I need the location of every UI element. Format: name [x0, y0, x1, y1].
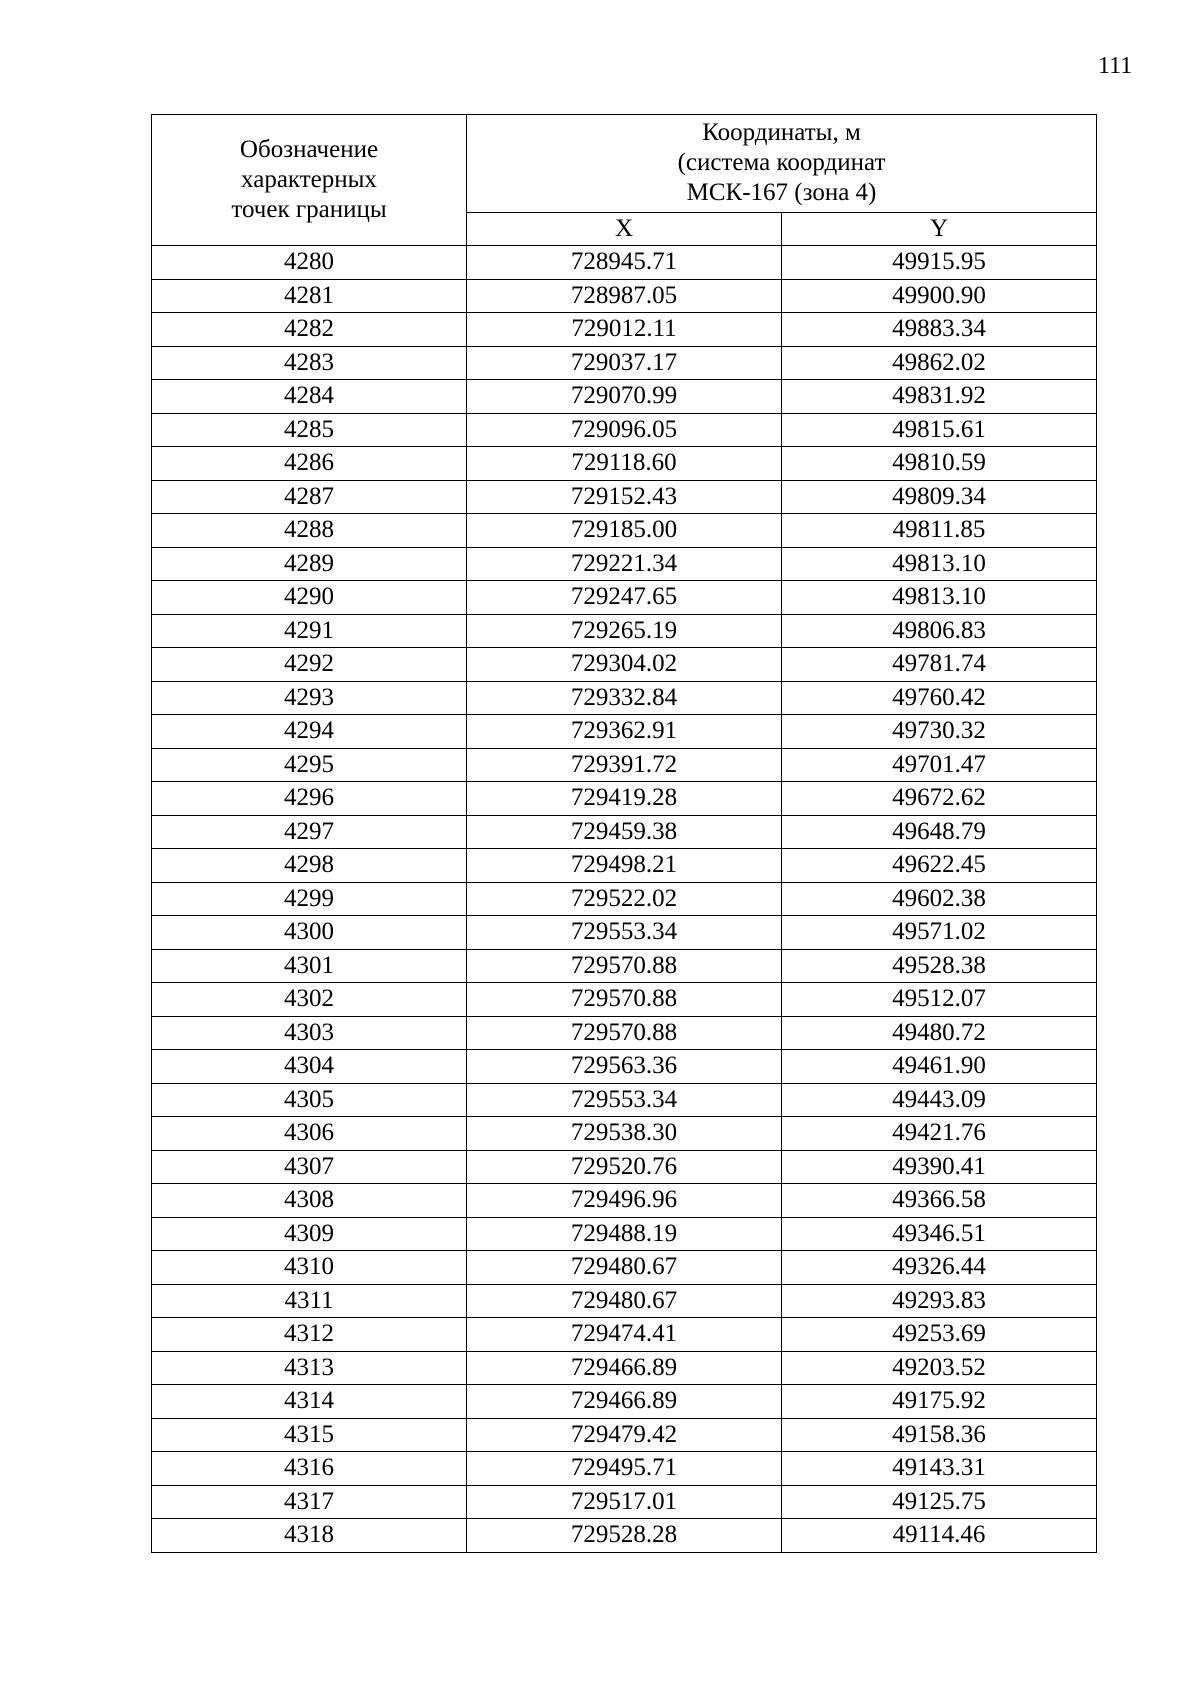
point-cell: 4303	[152, 1016, 467, 1050]
x-coordinate-cell: 729247.65	[467, 581, 782, 615]
table-row	[152, 882, 1097, 916]
x-coordinate-cell: 729474.41	[467, 1318, 782, 1352]
table-row	[152, 983, 1097, 1017]
x-coordinate-cell: 729118.60	[467, 447, 782, 481]
table-row	[152, 1016, 1097, 1050]
y-coordinate-cell: 49528.38	[782, 949, 1097, 983]
table-row	[152, 815, 1097, 849]
point-cell: 4309	[152, 1217, 467, 1251]
table-row	[152, 782, 1097, 816]
x-coordinate-cell: 729570.88	[467, 1016, 782, 1050]
table-row	[152, 1217, 1097, 1251]
y-coordinate-cell: 49701.47	[782, 748, 1097, 782]
x-coordinate-cell: 728987.05	[467, 279, 782, 313]
x-coordinate-cell: 729528.28	[467, 1519, 782, 1553]
x-coordinate-cell: 729096.05	[467, 413, 782, 447]
table-row	[152, 1050, 1097, 1084]
table-row	[152, 1452, 1097, 1486]
coordinates-header-line: (система координат	[677, 149, 886, 177]
point-cell: 4298	[152, 849, 467, 883]
table-row	[152, 313, 1097, 347]
table-row	[152, 849, 1097, 883]
table-row	[152, 614, 1097, 648]
point-cell: 4289	[152, 547, 467, 581]
point-cell: 4302	[152, 983, 467, 1017]
x-coordinate-cell: 729498.21	[467, 849, 782, 883]
point-cell: 4313	[152, 1351, 467, 1385]
point-cell: 4304	[152, 1050, 467, 1084]
x-coordinate-cell: 729495.71	[467, 1452, 782, 1486]
coordinates-header	[467, 115, 1097, 213]
x-coordinate-cell: 729419.28	[467, 782, 782, 816]
table-row	[152, 1318, 1097, 1352]
table-row	[152, 1284, 1097, 1318]
table-row	[152, 279, 1097, 313]
y-coordinate-cell: 49883.34	[782, 313, 1097, 347]
y-coordinate-cell: 49831.92	[782, 380, 1097, 414]
coordinates-header-line: Координаты, м	[702, 119, 861, 147]
x-coordinate-cell: 729553.34	[467, 916, 782, 950]
table-row	[152, 447, 1097, 481]
x-coordinate-cell: 729517.01	[467, 1485, 782, 1519]
x-coordinate-cell: 729496.96	[467, 1184, 782, 1218]
table-row	[152, 346, 1097, 380]
x-coordinate-cell: 729466.89	[467, 1351, 782, 1385]
y-coordinate-cell: 49125.75	[782, 1485, 1097, 1519]
x-coordinate-cell: 729185.00	[467, 514, 782, 548]
coordinates-header-line: МСК-167 (зона 4)	[686, 179, 877, 207]
x-coordinate-cell: 729563.36	[467, 1050, 782, 1084]
x-coordinate-cell: 729480.67	[467, 1284, 782, 1318]
point-cell: 4316	[152, 1452, 467, 1486]
y-coordinate-cell: 49760.42	[782, 681, 1097, 715]
y-coordinate-cell: 49571.02	[782, 916, 1097, 950]
table-row	[152, 1150, 1097, 1184]
x-coordinate-cell: 729221.34	[467, 547, 782, 581]
y-coordinate-cell: 49781.74	[782, 648, 1097, 682]
x-coordinate-cell: 729522.02	[467, 882, 782, 916]
x-coordinate-cell: 729152.43	[467, 480, 782, 514]
y-coordinate-cell: 49480.72	[782, 1016, 1097, 1050]
point-cell: 4311	[152, 1284, 467, 1318]
table-row	[152, 547, 1097, 581]
point-cell: 4286	[152, 447, 467, 481]
point-cell: 4306	[152, 1117, 467, 1151]
point-cell: 4284	[152, 380, 467, 414]
table-row	[152, 1251, 1097, 1285]
point-cell: 4287	[152, 480, 467, 514]
y-coordinate-cell: 49114.46	[782, 1519, 1097, 1553]
y-coordinate-cell: 49915.95	[782, 246, 1097, 280]
table-row	[152, 648, 1097, 682]
point-cell: 4315	[152, 1418, 467, 1452]
x-coordinate-cell: 729570.88	[467, 983, 782, 1017]
x-coordinate-cell: 729520.76	[467, 1150, 782, 1184]
point-cell: 4294	[152, 715, 467, 749]
table-row	[152, 1083, 1097, 1117]
y-column-header: Y	[782, 212, 1097, 245]
y-coordinate-cell: 49813.10	[782, 581, 1097, 615]
table-row	[152, 581, 1097, 615]
point-cell: 4314	[152, 1385, 467, 1419]
point-cell: 4305	[152, 1083, 467, 1117]
table-row	[152, 748, 1097, 782]
y-coordinate-cell: 49811.85	[782, 514, 1097, 548]
y-coordinate-cell: 49253.69	[782, 1318, 1097, 1352]
y-coordinate-cell: 49326.44	[782, 1251, 1097, 1285]
point-cell: 4281	[152, 279, 467, 313]
y-coordinate-cell: 49813.10	[782, 547, 1097, 581]
point-cell: 4317	[152, 1485, 467, 1519]
y-coordinate-cell: 49346.51	[782, 1217, 1097, 1251]
y-coordinate-cell: 49810.59	[782, 447, 1097, 481]
x-column-header: X	[467, 212, 782, 245]
table-row	[152, 916, 1097, 950]
y-coordinate-cell: 49443.09	[782, 1083, 1097, 1117]
table-row	[152, 1418, 1097, 1452]
table-row	[152, 1351, 1097, 1385]
y-coordinate-cell: 49421.76	[782, 1117, 1097, 1151]
x-coordinate-cell: 729553.34	[467, 1083, 782, 1117]
point-cell: 4297	[152, 815, 467, 849]
table-row	[152, 1385, 1097, 1419]
x-coordinate-cell: 729480.67	[467, 1251, 782, 1285]
coordinates-table	[151, 114, 1097, 1553]
y-coordinate-cell: 49602.38	[782, 882, 1097, 916]
point-cell: 4288	[152, 514, 467, 548]
x-coordinate-cell: 729466.89	[467, 1385, 782, 1419]
page-number: 111	[1098, 53, 1133, 79]
point-cell: 4310	[152, 1251, 467, 1285]
y-coordinate-cell: 49390.41	[782, 1150, 1097, 1184]
designation-header-line: Обозначение	[239, 136, 379, 163]
y-coordinate-cell: 49809.34	[782, 480, 1097, 514]
table-body	[152, 246, 1097, 1553]
table-row	[152, 1117, 1097, 1151]
point-cell: 4301	[152, 949, 467, 983]
header-row-main	[152, 115, 1097, 213]
x-coordinate-cell: 729070.99	[467, 380, 782, 414]
y-coordinate-cell: 49293.83	[782, 1284, 1097, 1318]
designation-header-line: точек границы	[231, 196, 387, 223]
point-cell: 4307	[152, 1150, 467, 1184]
y-coordinate-cell: 49622.45	[782, 849, 1097, 883]
point-cell: 4308	[152, 1184, 467, 1218]
y-coordinate-cell: 49862.02	[782, 346, 1097, 380]
y-coordinate-cell: 49512.07	[782, 983, 1097, 1017]
table-row	[152, 1184, 1097, 1218]
table-row	[152, 1485, 1097, 1519]
y-coordinate-cell: 49203.52	[782, 1351, 1097, 1385]
y-coordinate-cell: 49806.83	[782, 614, 1097, 648]
y-coordinate-cell: 49815.61	[782, 413, 1097, 447]
y-coordinate-cell: 49143.31	[782, 1452, 1097, 1486]
table-row	[152, 715, 1097, 749]
table-row	[152, 380, 1097, 414]
point-cell: 4290	[152, 581, 467, 615]
x-coordinate-cell: 729479.42	[467, 1418, 782, 1452]
point-cell: 4296	[152, 782, 467, 816]
x-coordinate-cell: 729488.19	[467, 1217, 782, 1251]
point-cell: 4300	[152, 916, 467, 950]
point-cell: 4285	[152, 413, 467, 447]
point-cell: 4318	[152, 1519, 467, 1553]
table-row	[152, 413, 1097, 447]
table-row	[152, 514, 1097, 548]
y-coordinate-cell: 49900.90	[782, 279, 1097, 313]
point-cell: 4299	[152, 882, 467, 916]
x-coordinate-cell: 729538.30	[467, 1117, 782, 1151]
y-coordinate-cell: 49175.92	[782, 1385, 1097, 1419]
designation-header	[152, 115, 467, 246]
point-cell: 4312	[152, 1318, 467, 1352]
x-coordinate-cell: 729459.38	[467, 815, 782, 849]
x-coordinate-cell: 728945.71	[467, 246, 782, 280]
y-coordinate-cell: 49648.79	[782, 815, 1097, 849]
x-coordinate-cell: 729265.19	[467, 614, 782, 648]
table-row	[152, 1519, 1097, 1553]
table-row	[152, 949, 1097, 983]
point-cell: 4282	[152, 313, 467, 347]
x-coordinate-cell: 729362.91	[467, 715, 782, 749]
x-coordinate-cell: 729304.02	[467, 648, 782, 682]
table-row	[152, 681, 1097, 715]
table-row	[152, 480, 1097, 514]
point-cell: 4291	[152, 614, 467, 648]
table-header	[152, 115, 1097, 246]
y-coordinate-cell: 49158.36	[782, 1418, 1097, 1452]
y-coordinate-cell: 49730.32	[782, 715, 1097, 749]
point-cell: 4280	[152, 246, 467, 280]
point-cell: 4295	[152, 748, 467, 782]
point-cell: 4292	[152, 648, 467, 682]
x-coordinate-cell: 729391.72	[467, 748, 782, 782]
x-coordinate-cell: 729037.17	[467, 346, 782, 380]
x-coordinate-cell: 729332.84	[467, 681, 782, 715]
y-coordinate-cell: 49672.62	[782, 782, 1097, 816]
x-coordinate-cell: 729012.11	[467, 313, 782, 347]
x-coordinate-cell: 729570.88	[467, 949, 782, 983]
point-cell: 4283	[152, 346, 467, 380]
y-coordinate-cell: 49366.58	[782, 1184, 1097, 1218]
table-row	[152, 246, 1097, 280]
y-coordinate-cell: 49461.90	[782, 1050, 1097, 1084]
designation-header-line: характерных	[241, 166, 377, 193]
point-cell: 4293	[152, 681, 467, 715]
